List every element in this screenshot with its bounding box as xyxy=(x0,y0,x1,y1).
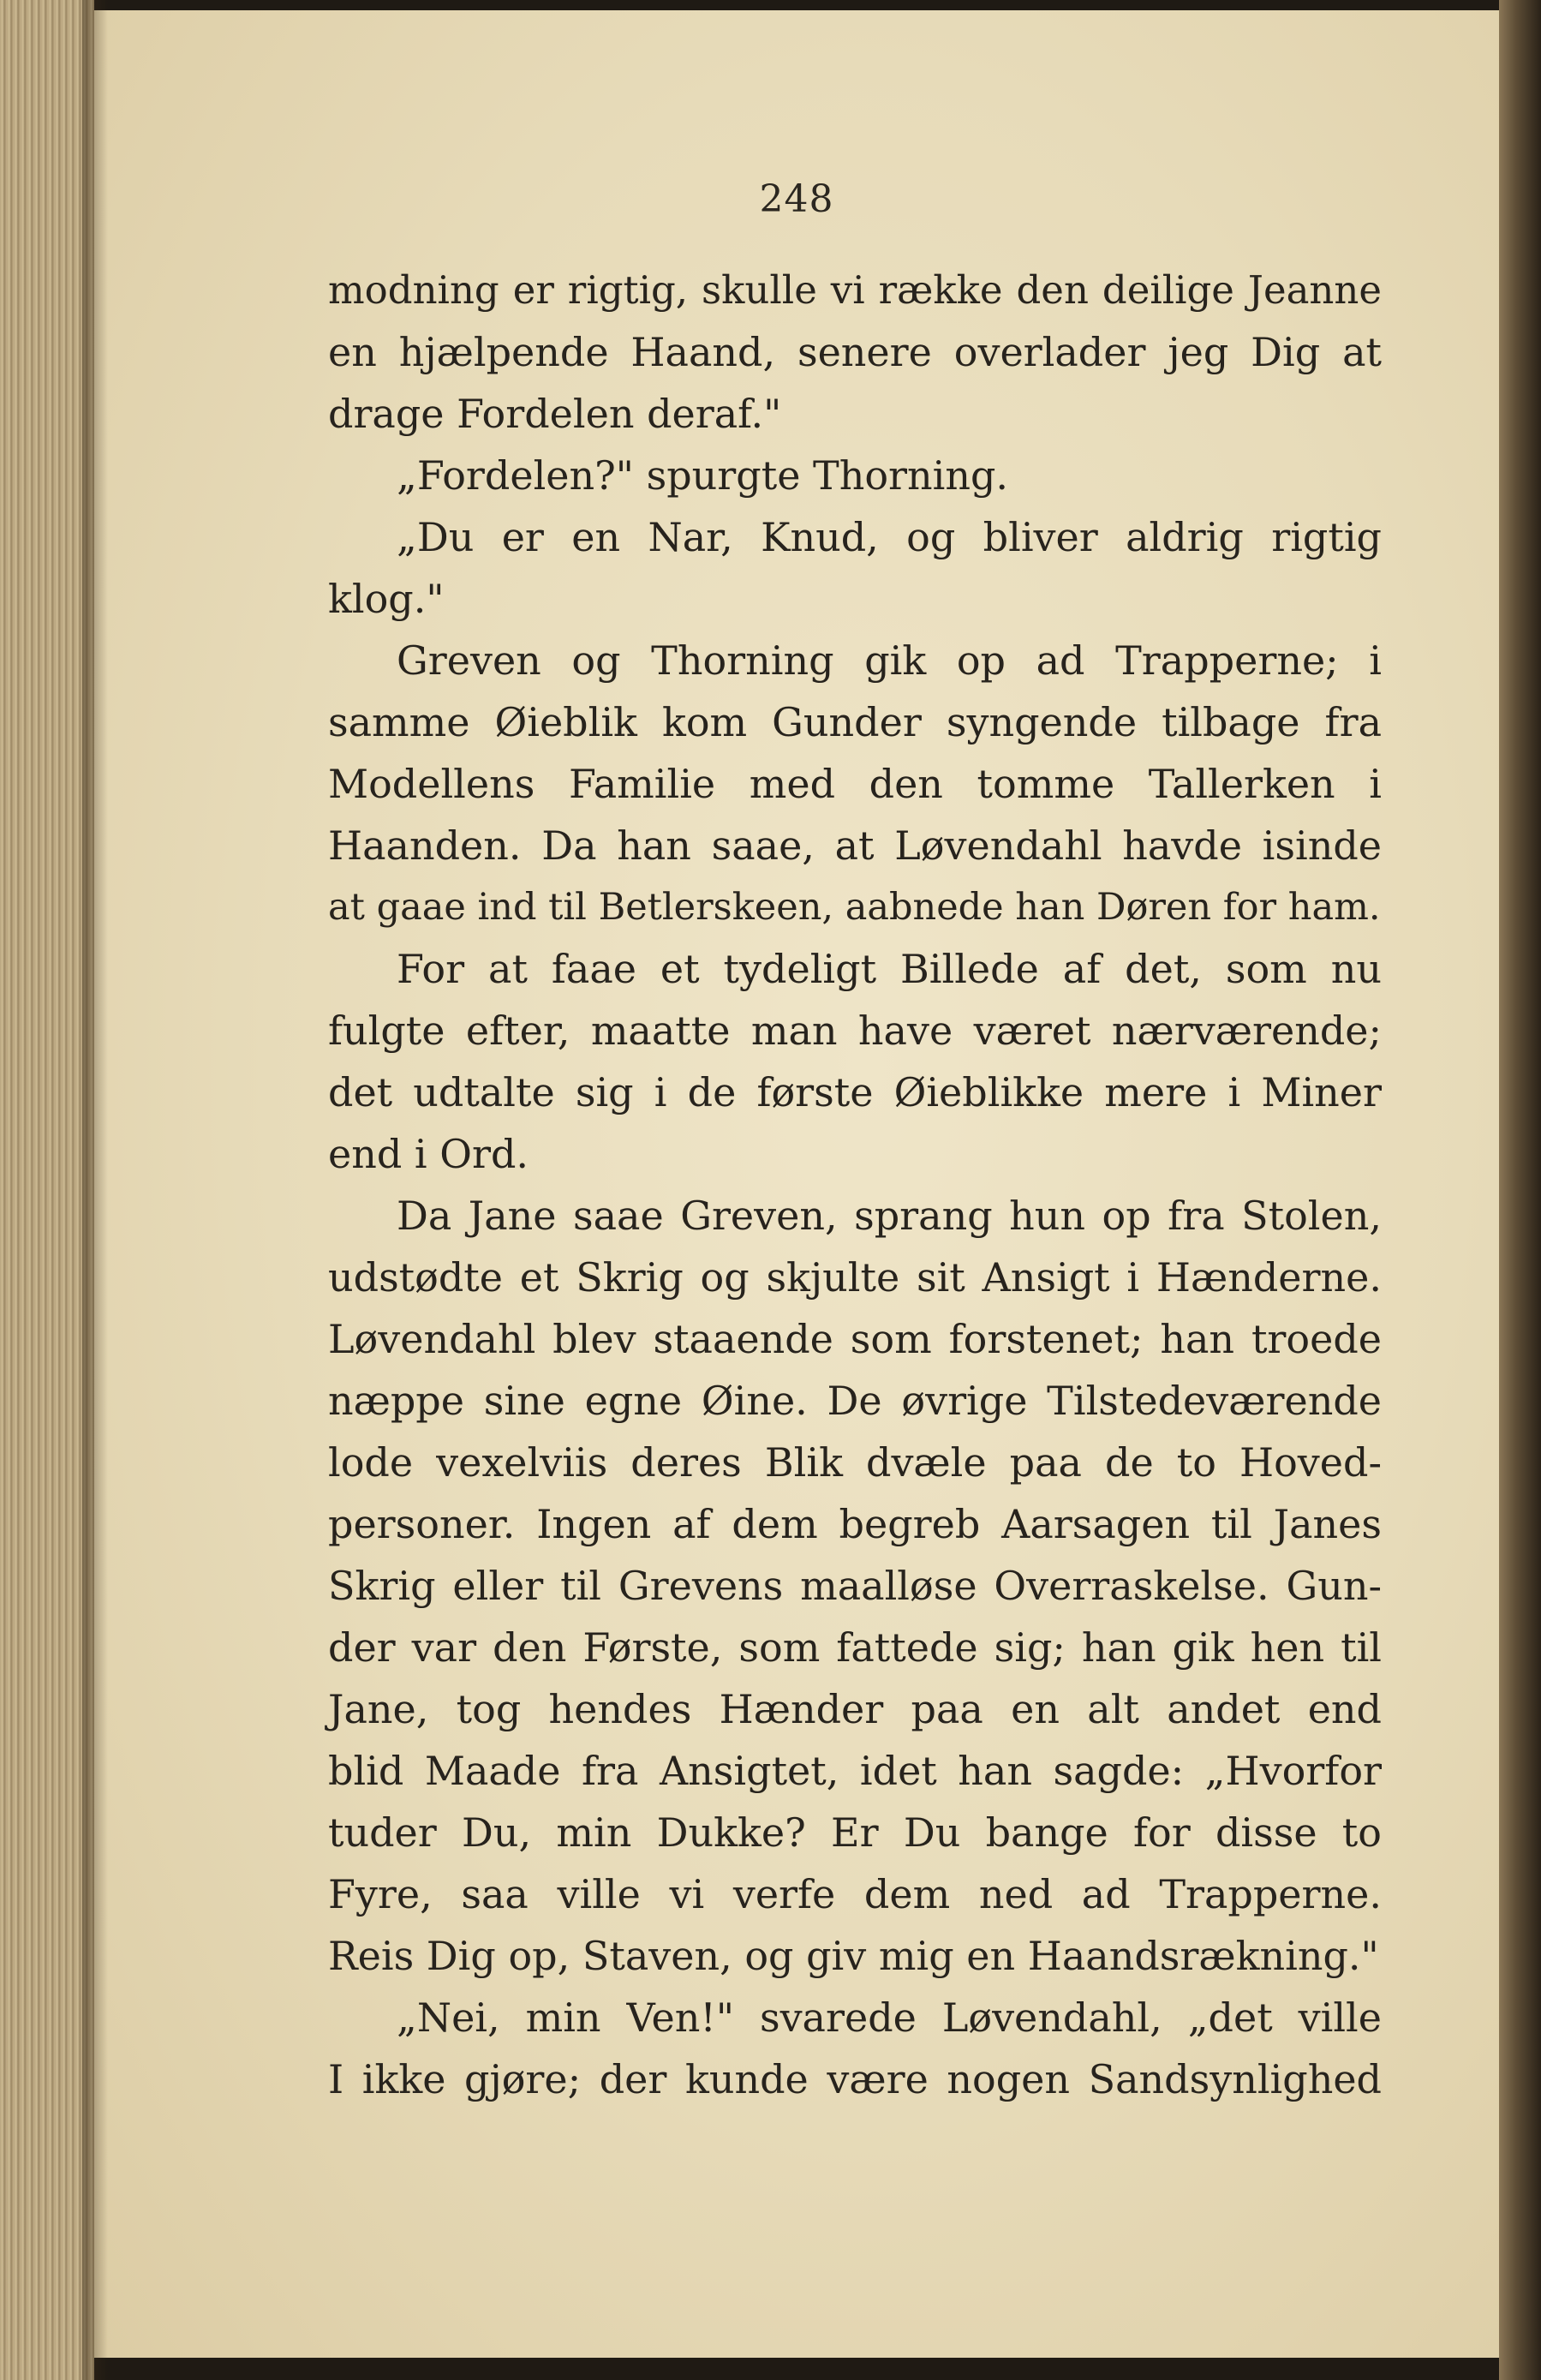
text-line: Skrig eller til Grevens maalløse Overraskelse. Gun- xyxy=(328,1563,1382,1609)
text-line: en hjælpende Haand, senere overlader jeg Dig at xyxy=(328,329,1382,375)
page-number: 248 xyxy=(759,177,834,221)
text-line: Løvendahl blev staaende som forstenet; han troede xyxy=(328,1316,1382,1362)
text-line: lode vexelviis deres Blik dvæle paa de to Hoved- xyxy=(328,1439,1382,1486)
text-line: det udtalte sig i de første Øieblikke mere i Miner xyxy=(328,1069,1382,1115)
text-line: samme Øieblik kom Gunder syngende tilbage fra xyxy=(328,699,1382,745)
text-line: Da Jane saae Greven, sprang hun op fra Stolen, xyxy=(397,1193,1382,1239)
text-line: „Du er en Nar, Knud, og bliver aldrig rigtig xyxy=(397,514,1382,560)
text-line: fulgte efter, maatte man have været nærværende; xyxy=(328,1008,1382,1054)
page-right-edge xyxy=(1499,0,1541,2380)
text-line: tuder Du, min Dukke? Er Du bange for disse to xyxy=(328,1809,1382,1856)
body-text xyxy=(328,260,1382,2110)
text-line: „Fordelen?" spurgte Thorning. xyxy=(397,452,1009,499)
text-line: personer. Ingen af dem begreb Aarsagen til Janes xyxy=(328,1501,1382,1547)
text-line: der var den Første, som fattede sig; han gik hen til xyxy=(328,1624,1382,1671)
text-line: blid Maade fra Ansigtet, idet han sagde: „Hvorfor xyxy=(328,1748,1382,1794)
text-line: modning er rigtig, skulle vi række den deilige Jeanne xyxy=(328,267,1382,313)
text-line: Jane, tog hendes Hænder paa en alt andet end xyxy=(328,1686,1382,1732)
text-line: end i Ord. xyxy=(328,1131,529,1177)
text-line: næppe sine egne Øine. De øvrige Tilstedeværende xyxy=(328,1378,1382,1424)
text-line: Reis Dig op, Staven, og giv mig en Haandsrækning." xyxy=(328,1933,1379,1979)
text-line: I ikke gjøre; der kunde være nogen Sandsynlighed xyxy=(328,2056,1382,2102)
text-line: drage Fordelen deraf." xyxy=(328,391,782,437)
text-line: Greven og Thorning gik op ad Trapperne; i xyxy=(397,637,1382,684)
text-line: Haanden. Da han saae, at Løvendahl havde isinde xyxy=(328,822,1382,869)
gutter-shadow xyxy=(82,0,108,2380)
text-line: For at faae et tydeligt Billede af det, som nu xyxy=(397,946,1382,992)
text-line: „Nei, min Ven!" svarede Løvendahl, „det ville xyxy=(397,1994,1382,2041)
text-line: udstødte et Skrig og skjulte sit Ansigt i Hænderne. xyxy=(328,1254,1382,1301)
page-stack-edge xyxy=(0,0,94,2380)
text-line: at gaae ind til Betlerskeen, aabnede han Døren for ham. xyxy=(328,886,1381,929)
text-line: klog." xyxy=(328,576,445,622)
text-line: Modellens Familie med den tomme Tallerken i xyxy=(328,761,1382,807)
text-line: Fyre, saa ville vi verfe dem ned ad Trapperne. xyxy=(328,1871,1382,1917)
